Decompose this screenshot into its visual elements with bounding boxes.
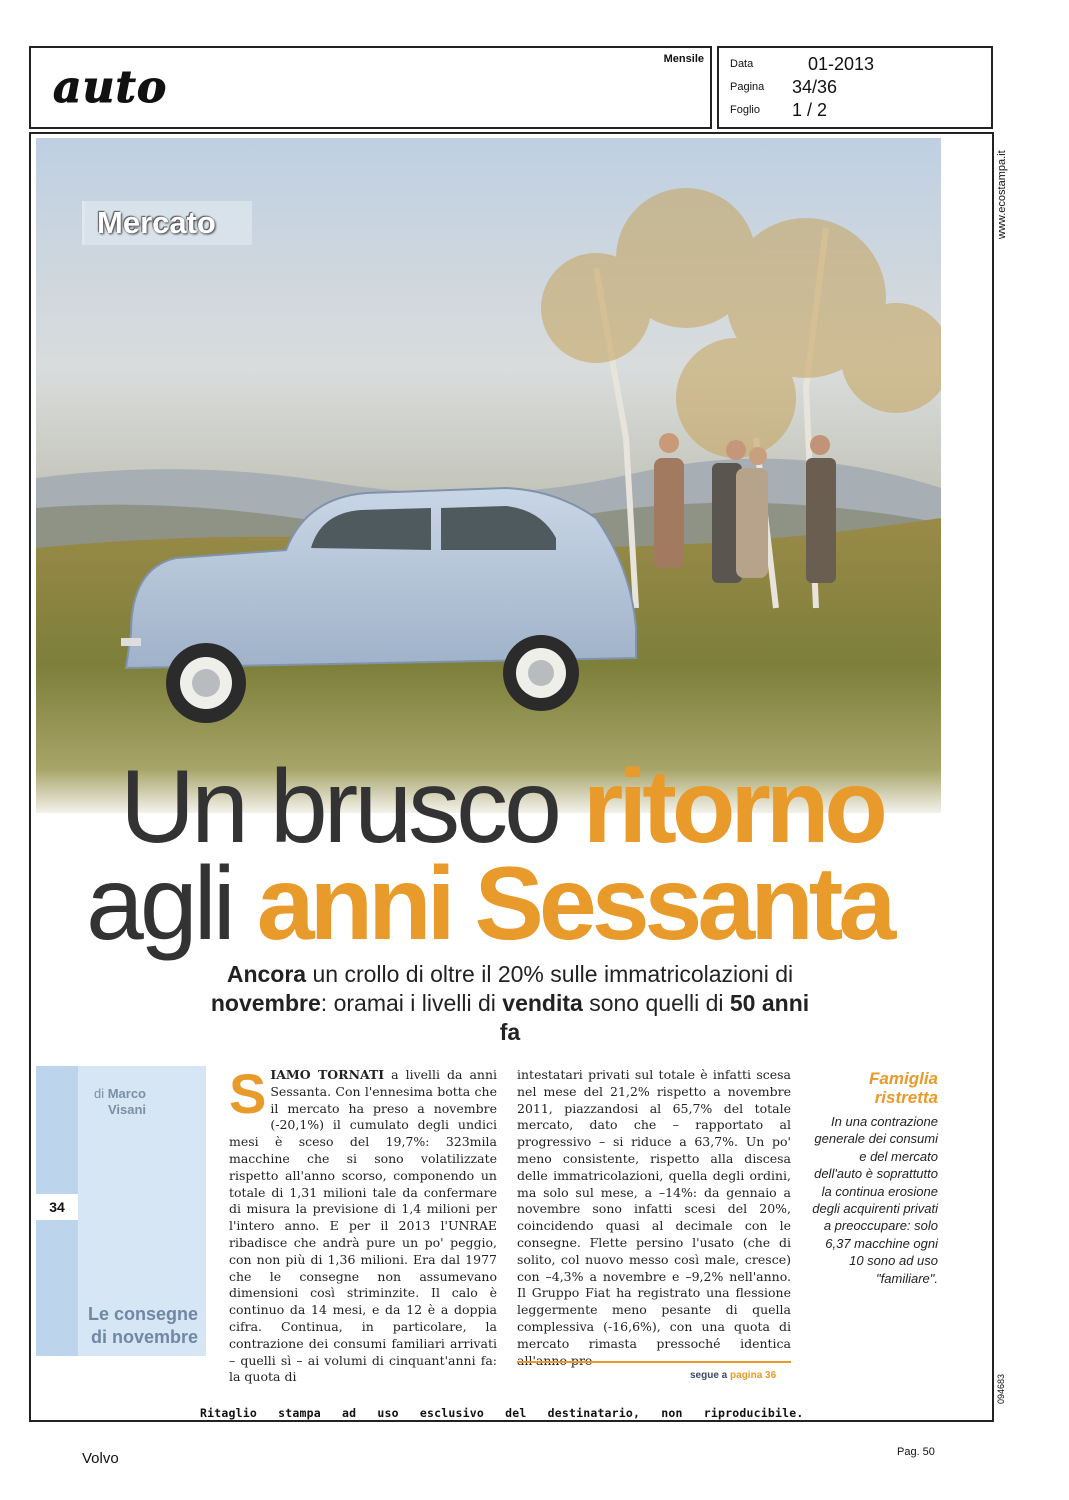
continued-note [690, 1370, 776, 1381]
headline-line-2-accent: anni Sessanta [256, 846, 892, 962]
section-badge [82, 201, 252, 245]
meta-page-label: Pagina [730, 81, 765, 94]
box-title [818, 1069, 938, 1107]
section-label-line-1: Le consegne [87, 1304, 198, 1324]
subtitle-text-1: un crollo di oltre il 20% sulle immatricolazioni di [306, 961, 794, 987]
meta-page-row [730, 77, 837, 98]
meta-sheet-value: 1 / 2 [792, 100, 828, 120]
section-label [88, 1303, 198, 1349]
subtitle-bold-4: 50 anni fa [499, 990, 810, 1045]
section-label-line-2: di novembre [90, 1327, 198, 1347]
page-number: 34 [36, 1194, 78, 1220]
headline-line-1 [120, 749, 883, 865]
continued-page-link[interactable]: pagina 36 [730, 1370, 777, 1381]
masthead-box [29, 46, 712, 129]
section-badge-label: Mercato [97, 205, 216, 240]
article-column-1 [229, 1062, 497, 1386]
headline-line-1-accent: ritorno [582, 749, 883, 865]
column-1-text: a livelli da anni Sessanta. Con l'ennesima botta che il mercato ha preso a novembre (-20,1%) il cumulato degli undici mesi è sceso del 19,7%: 323mila macchine che si sono volatilizzate rispetto all'anno scorso, componendo un totale di 1,31 milioni tale da confermare di misura la previsione di 1,4 milioni per l'intero anno. E per il 2013 l'UNRAE ribadisce che andrà pure un po' peggio, con non più di 1,36 milioni. Era dal 1977 che le consegne non assumevano dimensioni così striminzite. Il calo è continuo da 14 mesi, e da 12 è a doppia cifra. Continua, in particolare, la contrazione dei consumi familiari arrivati – quelli sì – ai volumi di cinquant'anni fa: la quota di [229, 1067, 497, 1385]
box-title-line-2: ristretta [874, 1088, 938, 1107]
side-url: www.ecostampa.it [996, 150, 1008, 240]
box-title-line-1: Famiglia [869, 1069, 938, 1088]
meta-date-label: Data [730, 58, 754, 71]
byline-first-name: Marco [107, 1086, 146, 1101]
frequency-label: Mensile [663, 53, 704, 65]
column-end-rule [517, 1361, 791, 1363]
byline [94, 1086, 146, 1118]
continued-prefix: segue a [690, 1370, 731, 1381]
subtitle-bold-3: vendita [502, 990, 583, 1016]
copyright-notice: Ritaglio stampa ad uso esclusivo del destinatario, non riproducibile. [200, 1406, 804, 1420]
article-column-2 [517, 1067, 791, 1369]
column-2-text: intestatari privati sul totale è infatti scesa nel mese del 21,2% rispetto a novembre 2011, piazzandosi al 65,7% del totale mercato, dato che – rapportato al progressivo – si riduce a 63,7%. Un po' meno consistente, rispetto alla discesa delle immatricolazioni, quella degli ordini, ma solo sul mese, a –14%: da gennaio a novembre sono infatti scesi del 20%, coincidendo quasi al decimale con le consegne. Flette persino l'usato (che di solito, col nuovo messo così male, cresce) con –4,3% a novembre e –9,2% nell'anno. Il Gruppo Fiat ha registrato una flessione leggermente meno pesante di quella complessiva (-16,6%), con una quota di mercato rimasta pressoché identica [517, 1067, 791, 1351]
issue-meta-box [717, 46, 993, 129]
byline-prefix: di [93, 1086, 108, 1101]
meta-date-row [730, 54, 874, 75]
subtitle-text-2: : oramai i livelli di [320, 990, 503, 1016]
subtitle [200, 960, 820, 1047]
headline-line-2 [86, 846, 892, 962]
subtitle-bold-2: novembre [210, 990, 321, 1016]
meta-sheet-label: Foglio [730, 104, 760, 117]
headline-line-1-plain: Un brusco [120, 749, 583, 865]
side-code: 094683 [996, 1373, 1006, 1405]
headline-line-2-plain: agli [86, 846, 257, 962]
drop-cap: S [229, 1062, 267, 1125]
meta-page-value: 34/36 [792, 77, 838, 97]
publication-logo: auto [53, 62, 168, 113]
byline-last-name: Visani [107, 1102, 146, 1117]
box-text: In una contrazione generale dei consumi e del mercato dell'auto è soprattutto la continua erosione degli acquirenti privati a preoccupare: solo 6,37 macchine ogni 10 sono ad uso "familiare". [812, 1114, 938, 1286]
subtitle-bold-1: Ancora [226, 961, 307, 987]
article-sidebar [36, 1066, 206, 1356]
meta-date-value: 01-2013 [808, 54, 875, 74]
subtitle-text-3: sono quelli di [582, 990, 730, 1016]
client-name: Volvo [82, 1450, 119, 1467]
meta-sheet-row [730, 100, 827, 121]
page-footer: Pag. 50 [897, 1446, 935, 1458]
lead-in: IAMO TORNATI [270, 1067, 385, 1082]
